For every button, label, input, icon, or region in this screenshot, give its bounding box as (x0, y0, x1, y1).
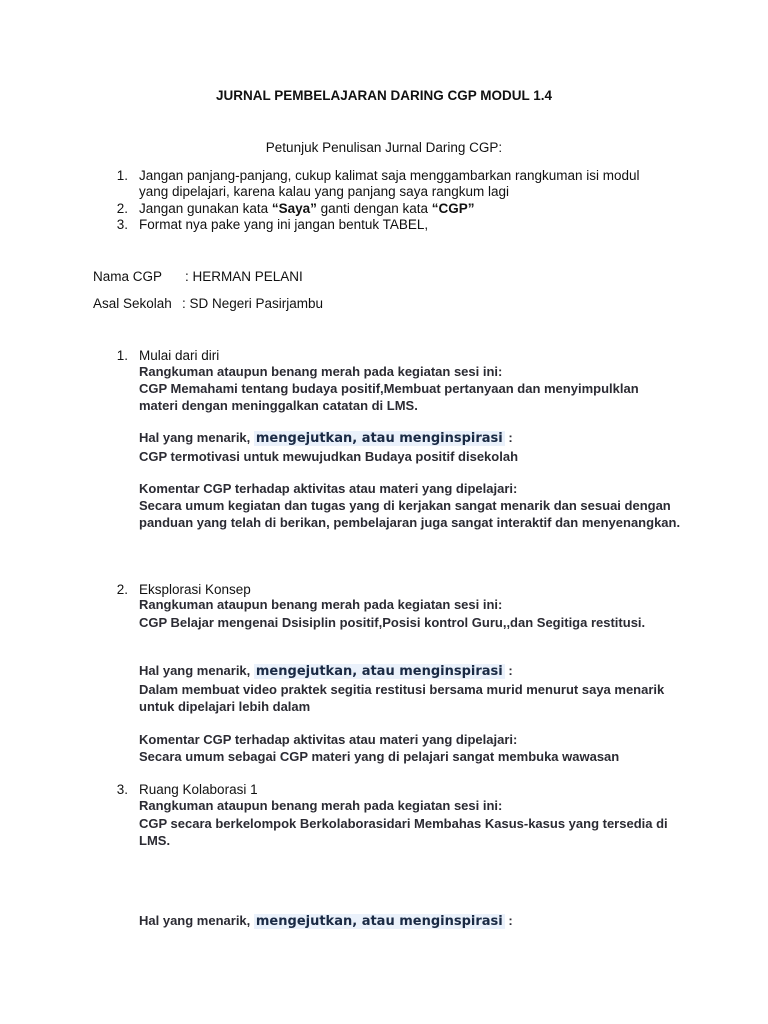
section-3-title: Ruang Kolaborasi 1 (139, 782, 258, 797)
section-1-title: Mulai dari diri (139, 348, 220, 363)
instructions-heading: Petunjuk Penulisan Jurnal Daring CGP: (265, 140, 503, 155)
nama-value: : HERMAN PELANI (185, 269, 303, 284)
instruction-2-bold-saya: “Saya” (271, 201, 317, 216)
section-2-komentar-text: Secara umum sebagai CGP materi yang di pelajari sangat membuka wawasan (139, 749, 620, 764)
section-3-number: 3. (116, 782, 128, 797)
section-1-komentar-label: Komentar CGP terhadap aktivitas atau materi yang dipelajari: (139, 481, 518, 496)
hal-suffix: : (504, 430, 513, 445)
hal-highlight: mengejutkan, atau menginspirasi (255, 914, 503, 929)
instruction-2-pre: Jangan gunakan kata (139, 201, 272, 216)
instruction-2-mid: ganti dengan kata (316, 201, 432, 216)
instruction-2-bold-cgp: “CGP” (431, 201, 475, 216)
section-2-hal-label (139, 663, 513, 679)
section-2-rangkuman-text: CGP Belajar mengenai Dsisiplin positif,Posisi kontrol Guru,,dan Segitiga restitusi. (139, 615, 646, 630)
instruction-1-line1: Jangan panjang-panjang, cukup kalimat saja menggambarkan rangkuman isi modul (139, 168, 640, 183)
instruction-1-number: 1. (116, 168, 128, 183)
section-1-number: 1. (116, 348, 128, 363)
section-1-rangkuman-label: Rangkuman ataupun benang merah pada kegiatan sesi ini: (139, 364, 503, 379)
instruction-2 (139, 200, 475, 217)
section-2-hal-text: Dalam membuat video praktek segitia restitusi bersama murid menurut saya menarik untuk dipelajari lebih dalam (139, 682, 665, 714)
section-2-rangkuman-label: Rangkuman ataupun benang merah pada kegiatan sesi ini: (139, 597, 503, 612)
section-1-hal-text: CGP termotivasi untuk mewujudkan Budaya positif disekolah (139, 449, 519, 464)
section-1-rangkuman-text: CGP Memahami tentang budaya positif,Membuat pertanyaan dan menyimpulklan materi dengan meninggalkan catatan di LMS. (139, 381, 639, 413)
hal-highlight: mengejutkan, atau menginspirasi (255, 664, 503, 679)
hal-prefix: Hal yang menarik, (139, 663, 254, 678)
section-2-title: Eksplorasi Konsep (139, 582, 251, 597)
instruction-3-number: 3. (116, 217, 128, 232)
hal-prefix: Hal yang menarik, (139, 913, 254, 928)
nama-label: Nama CGP (93, 269, 163, 284)
section-2-komentar-label: Komentar CGP terhadap aktivitas atau materi yang dipelajari: (139, 732, 518, 747)
instruction-3: Format nya pake yang ini jangan bentuk TABEL, (139, 217, 429, 232)
instruction-1-line2: yang dipelajari, karena kalau yang panjang saya rangkum lagi (139, 184, 509, 199)
hal-suffix: : (504, 663, 513, 678)
sekolah-value: : SD Negeri Pasirjambu (182, 296, 324, 311)
section-1-komentar-text: Secara umum kegiatan dan tugas yang di kerjakan sangat menarik dan sesuai dengan panduan yang telah di berikan, pembelajaran juga sangat interaktif dan menyenangkan. (139, 498, 681, 530)
section-1-hal-label (139, 430, 513, 446)
section-2-number: 2. (116, 582, 128, 597)
document-title: JURNAL PEMBELAJARAN DARING CGP MODUL 1.4 (215, 88, 553, 103)
section-3-rangkuman-label: Rangkuman ataupun benang merah pada kegiatan sesi ini: (139, 798, 503, 813)
section-3-hal-label (139, 913, 513, 929)
hal-prefix: Hal yang menarik, (139, 430, 254, 445)
hal-suffix: : (504, 913, 513, 928)
sekolah-label: Asal Sekolah (93, 296, 172, 311)
hal-highlight: mengejutkan, atau menginspirasi (255, 431, 503, 446)
instruction-2-number: 2. (116, 201, 128, 216)
section-3-rangkuman-text: CGP secara berkelompok Berkolaborasidari Membahas Kasus-kasus yang tersedia di LMS. (139, 816, 668, 848)
